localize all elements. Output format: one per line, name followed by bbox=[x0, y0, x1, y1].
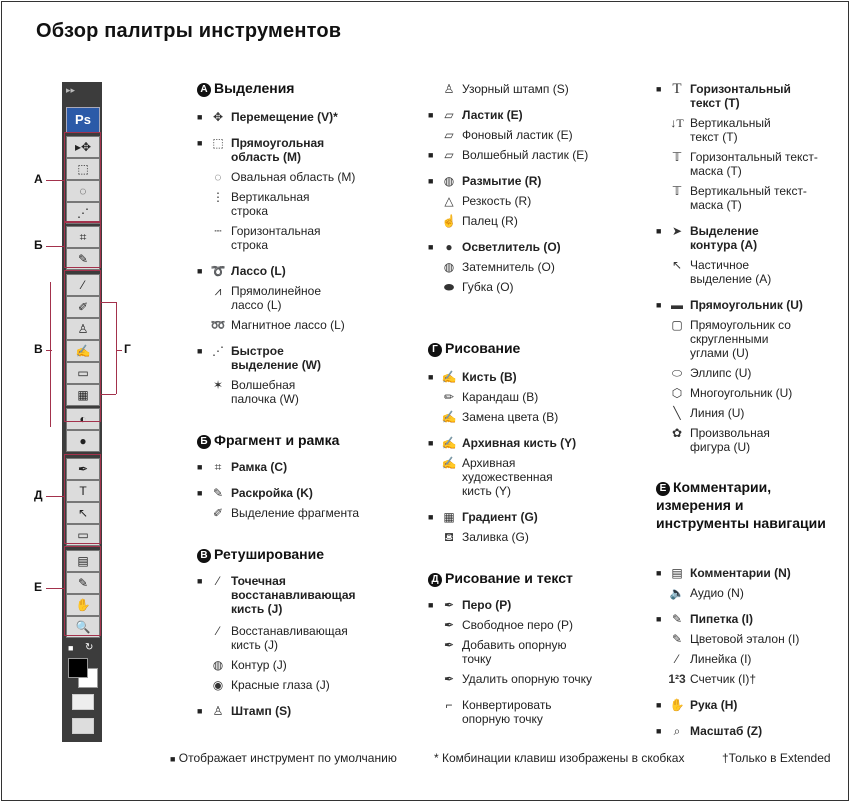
toolbar-tool-7[interactable]: ✐ bbox=[66, 296, 100, 318]
section-notes-measure-nav: Е Комментарии, измерения и инструменты навигации bbox=[656, 479, 826, 531]
pattern-stamp-icon: ♙ bbox=[443, 82, 455, 96]
toolbar-tool-0[interactable]: ▸✥ bbox=[66, 136, 100, 158]
group-label-a: А bbox=[34, 172, 43, 186]
toolbar-tool-18[interactable]: ▤ bbox=[66, 550, 100, 572]
toolbar-tool-9[interactable]: ✍ bbox=[66, 340, 100, 362]
eraser-icon: ▱ bbox=[444, 108, 454, 122]
group-line bbox=[116, 350, 122, 351]
group-b-box bbox=[64, 222, 101, 268]
art-history-brush-icon: ✍ bbox=[441, 456, 457, 470]
color-sampler-icon: ✎ bbox=[671, 632, 683, 646]
group-line bbox=[46, 496, 64, 497]
toolbar-tool-14[interactable]: ✒ bbox=[66, 458, 100, 480]
toolbar-tool-16[interactable]: ↖ bbox=[66, 502, 100, 524]
magic-eraser-icon: ▱ bbox=[444, 148, 454, 162]
clone-stamp-icon: ♙ bbox=[212, 704, 224, 718]
path-select-icon: ➤ bbox=[671, 224, 683, 238]
default-colors-icon[interactable]: ■ bbox=[68, 643, 74, 653]
toolbar-tool-15[interactable]: T bbox=[66, 480, 100, 502]
page-title: Обзор палитры инструментов bbox=[36, 20, 342, 42]
toolbar-tool-3[interactable]: ⋰ bbox=[66, 202, 100, 224]
group-label-d: Д bbox=[34, 488, 43, 502]
magnetic-lasso-icon: ➿ bbox=[210, 318, 226, 332]
slice-select-icon: ✐ bbox=[212, 506, 224, 520]
toolbar-tool-8[interactable]: ♙ bbox=[66, 318, 100, 340]
foreground-color-swatch[interactable] bbox=[68, 658, 88, 678]
move-icon: ✥ bbox=[212, 110, 224, 124]
section-painting: Г Рисование bbox=[428, 340, 520, 357]
toolbar-tool-10[interactable]: ▭ bbox=[66, 362, 100, 384]
slice-icon: ✎ bbox=[212, 486, 224, 500]
vertical-type-icon: ↓T bbox=[670, 116, 684, 130]
magic-wand-icon: ✶ bbox=[212, 378, 224, 392]
toolbar-tool-1[interactable]: ⬚ bbox=[66, 158, 100, 180]
group-line bbox=[46, 350, 52, 351]
ruler-icon: ⁄ bbox=[675, 652, 678, 666]
toolbar-tool-4[interactable]: ⌗ bbox=[66, 226, 100, 248]
hand-icon: ✋ bbox=[669, 698, 685, 712]
delete-anchor-icon: ✒ bbox=[443, 672, 455, 686]
toolbar-tool-13[interactable]: ● bbox=[66, 430, 100, 452]
line-icon: ╲ bbox=[673, 406, 681, 420]
panel-collapse-icon[interactable]: ▸▸ bbox=[66, 85, 76, 95]
toolbar-tool-12[interactable]: ◐ bbox=[66, 408, 100, 430]
group-line bbox=[100, 302, 116, 303]
zoom-icon: ⌕ bbox=[673, 724, 681, 738]
polygonal-lasso-icon: ⩘ bbox=[214, 284, 222, 298]
swap-colors-icon[interactable]: ↻ bbox=[85, 642, 94, 653]
section-retouch: В Ретуширование bbox=[197, 546, 324, 563]
freeform-pen-icon: ✒ bbox=[443, 618, 455, 632]
group-line bbox=[50, 282, 51, 427]
sponge-icon: ⬬ bbox=[443, 280, 455, 294]
type-mask-icon: 𝕋 bbox=[672, 150, 682, 164]
screen-mode-icon[interactable] bbox=[72, 718, 94, 734]
pencil-icon: ✏ bbox=[443, 390, 455, 404]
ellipse-marquee-icon: ◌ bbox=[214, 170, 222, 184]
convert-point-icon: ⌐ bbox=[445, 698, 453, 712]
group-line bbox=[46, 246, 64, 247]
background-eraser-icon: ▱ bbox=[444, 128, 454, 142]
group-e-box bbox=[64, 546, 101, 636]
rectangle-icon: ▬ bbox=[671, 298, 683, 312]
sharpen-icon: △ bbox=[444, 194, 454, 208]
toolbar-tool-20[interactable]: ✋ bbox=[66, 594, 100, 616]
footer-dagger-note: †Только в Extended bbox=[722, 751, 831, 765]
type-icon: T bbox=[672, 81, 682, 97]
quick-selection-icon: ⋰ bbox=[212, 344, 224, 358]
direct-select-icon: ↖ bbox=[671, 258, 683, 272]
blur-drop-icon: ◍ bbox=[443, 174, 455, 188]
toolbar-tool-2[interactable]: ◌ bbox=[66, 180, 100, 202]
add-anchor-icon: ✒ bbox=[443, 638, 455, 652]
single-row-icon: ┄ bbox=[214, 224, 222, 238]
pen-icon: ✒ bbox=[443, 598, 455, 612]
group-d-box bbox=[64, 454, 101, 544]
burn-icon: ◍ bbox=[443, 260, 455, 274]
toolbar-tool-21[interactable]: 🔍 bbox=[66, 616, 100, 638]
quick-mask-icon[interactable] bbox=[72, 694, 94, 710]
notes-icon: ▤ bbox=[671, 566, 683, 580]
group-v-box bbox=[64, 270, 101, 422]
rect-marquee-icon: ⬚ bbox=[212, 136, 224, 150]
single-column-icon: ⋮ bbox=[212, 190, 224, 204]
brush-icon: ✍ bbox=[441, 370, 457, 384]
group-label-v: В bbox=[34, 342, 43, 356]
footer-star-note: * Комбинации клавиш изображены в скобках bbox=[434, 751, 685, 765]
smudge-finger-icon: ☝ bbox=[441, 214, 457, 228]
gradient-icon: ▦ bbox=[443, 510, 455, 524]
lasso-icon: ➰ bbox=[210, 264, 226, 278]
group-line bbox=[116, 302, 117, 394]
custom-shape-icon: ✿ bbox=[671, 426, 683, 440]
ps-logo[interactable]: Ps bbox=[66, 107, 100, 133]
color-replace-icon: ✍ bbox=[441, 410, 457, 424]
group-label-e: Е bbox=[34, 580, 43, 594]
ellipse-icon: ⬭ bbox=[671, 366, 683, 380]
bandage-icon: ⁄ bbox=[216, 574, 219, 588]
toolbar-tool-5[interactable]: ✎ bbox=[66, 248, 100, 270]
group-a-box bbox=[64, 132, 101, 222]
section-drawing-text: Д Рисование и текст bbox=[428, 570, 573, 587]
paint-bucket-icon: ⛾ bbox=[444, 530, 454, 544]
section-selection: А Выделения bbox=[197, 80, 294, 97]
healing-brush-icon: ⁄ bbox=[216, 624, 219, 638]
footer-bullet-note: ■ Отображает инструмент по умолчанию bbox=[170, 751, 397, 765]
toolbar-tool-19[interactable]: ✎ bbox=[66, 572, 100, 594]
patch-icon: ◍ bbox=[212, 658, 224, 672]
group-line bbox=[46, 588, 64, 589]
group-line bbox=[46, 180, 64, 181]
rounded-rect-icon: ▢ bbox=[671, 318, 683, 332]
red-eye-icon: ◉ bbox=[212, 678, 224, 692]
toolbar-tool-11[interactable]: ▦ bbox=[66, 384, 100, 406]
history-brush-icon: ✍ bbox=[441, 436, 457, 450]
section-crop-slice: Б Фрагмент и рамка bbox=[197, 432, 339, 449]
audio-icon: 🔈 bbox=[669, 586, 685, 600]
count-icon: 1²3 bbox=[668, 672, 686, 686]
group-label-b: Б bbox=[34, 238, 43, 252]
dodge-icon: ● bbox=[445, 240, 453, 254]
crop-icon: ⌗ bbox=[214, 460, 222, 474]
group-label-g: Г bbox=[124, 342, 131, 356]
polygon-icon: ⬡ bbox=[671, 386, 683, 400]
group-line bbox=[100, 394, 116, 395]
toolbar-tool-6[interactable]: ⁄ bbox=[66, 274, 100, 296]
toolbar-tool-17[interactable]: ▭ bbox=[66, 524, 100, 546]
eyedropper-icon: ✎ bbox=[671, 612, 683, 626]
vertical-type-mask-icon: 𝕋 bbox=[672, 184, 682, 198]
